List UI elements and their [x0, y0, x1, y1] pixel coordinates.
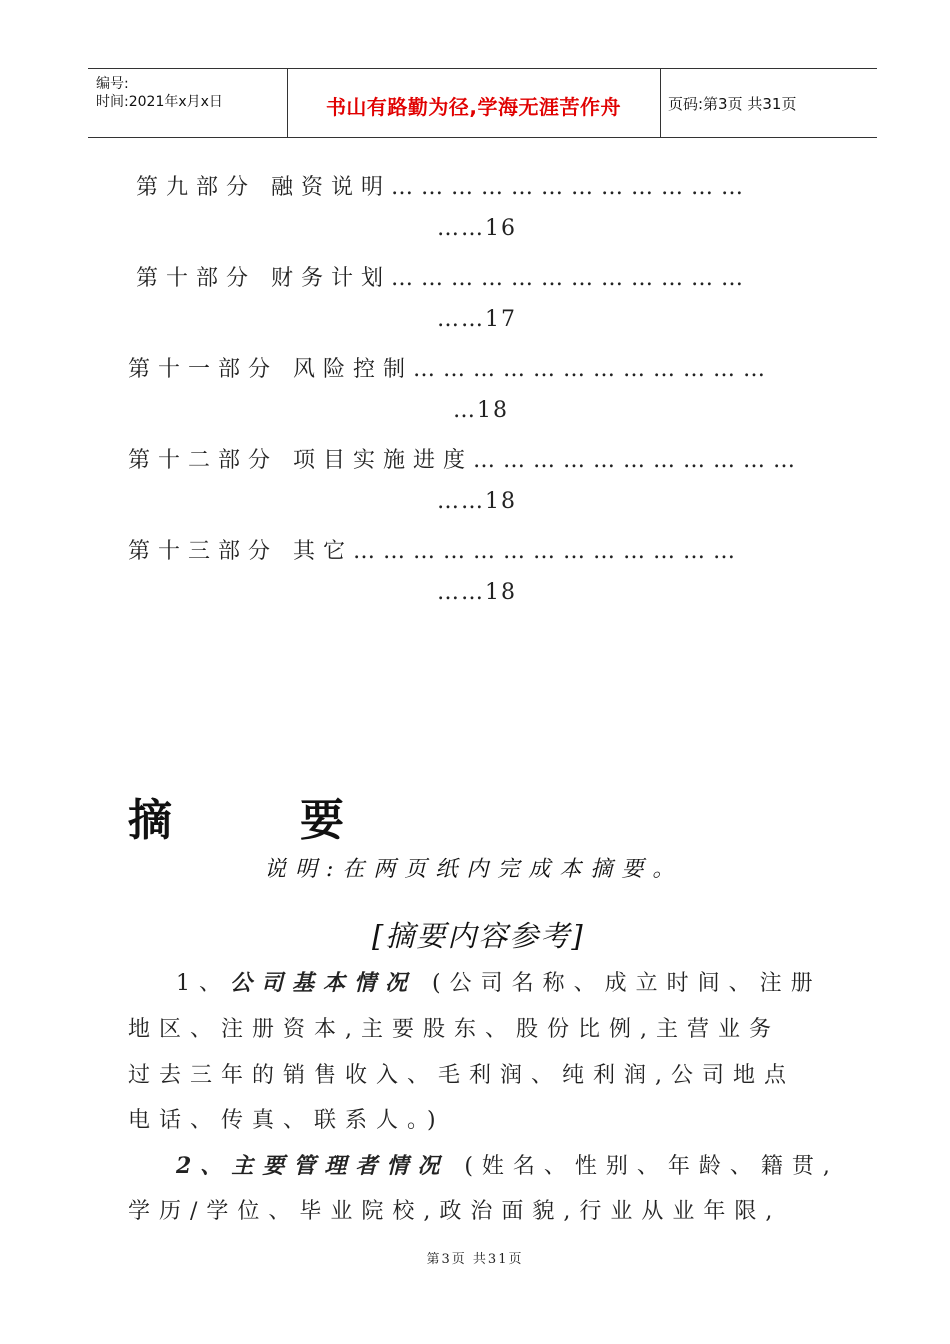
toc-entry-13[interactable]: 第十三部分 其它………………………………… — [128, 539, 743, 564]
toc-entry-12[interactable]: 第十二部分 项目实施进度…………………………… — [128, 448, 803, 473]
toc-entry-10-page: ……17 — [437, 307, 517, 332]
para-1-line-1 — [176, 966, 822, 997]
para-1-number: 1、 — [176, 971, 230, 996]
abstract-heading — [128, 784, 344, 848]
header-info-cell — [88, 69, 288, 137]
para-1-text: (公司名称、成立时间、注册 — [432, 971, 822, 996]
para-1-heading: 公司基本情况 — [230, 970, 417, 996]
toc-entry-9-page: ……16 — [437, 216, 517, 241]
abstract-heading-char-2: 要 — [300, 795, 344, 846]
toc-entry-11-page: …18 — [453, 398, 509, 423]
abstract-note: 说明:在两页纸内完成本摘要。 — [264, 857, 684, 882]
page-footer: 第3页 共31页 — [426, 1252, 524, 1267]
header-motto: 书山有路勤为径,学海无涯苦作舟 — [325, 95, 622, 119]
para-1-line-3: 过去三年的销售收入、毛利润、纯利润,公司地点 — [128, 1063, 795, 1088]
page-header — [88, 68, 877, 138]
para-1-line-4: 电话、传真、联系人。) — [128, 1108, 445, 1133]
para-2-heading: 主要管理者情况 — [231, 1153, 449, 1179]
toc-entry-13-page: ……18 — [437, 580, 517, 605]
para-2-line-1 — [176, 1149, 839, 1180]
header-page-number: 页码:第3页 共31页 — [668, 95, 797, 113]
toc-entry-9[interactable]: 第九部分 融资说明……………………………… — [136, 175, 751, 200]
para-2-line-2: 学历/学位、毕业院校,政治面貌,行业从业年限, — [128, 1199, 782, 1224]
para-2-text: (姓名、性别、年龄、籍贯, — [464, 1154, 839, 1179]
document-time-label: 时间:2021年x月x日 — [96, 94, 223, 110]
toc-entry-12-page: ……18 — [437, 489, 517, 514]
abstract-reference-title: [摘要内容参考] — [372, 919, 585, 953]
abstract-heading-char-1: 摘 — [128, 795, 172, 846]
toc-entry-10[interactable]: 第十部分 财务计划……………………………… — [136, 266, 751, 291]
toc-entry-11[interactable]: 第十一部分 风险控制……………………………… — [128, 357, 773, 382]
para-2-number: 2、 — [176, 1153, 232, 1179]
header-page-cell — [660, 69, 877, 137]
para-1-line-2: 地区、注册资本,主要股东、股份比例,主营业务 — [128, 1017, 780, 1042]
header-motto-cell — [287, 69, 661, 137]
document-number-label: 编号: — [96, 76, 129, 92]
